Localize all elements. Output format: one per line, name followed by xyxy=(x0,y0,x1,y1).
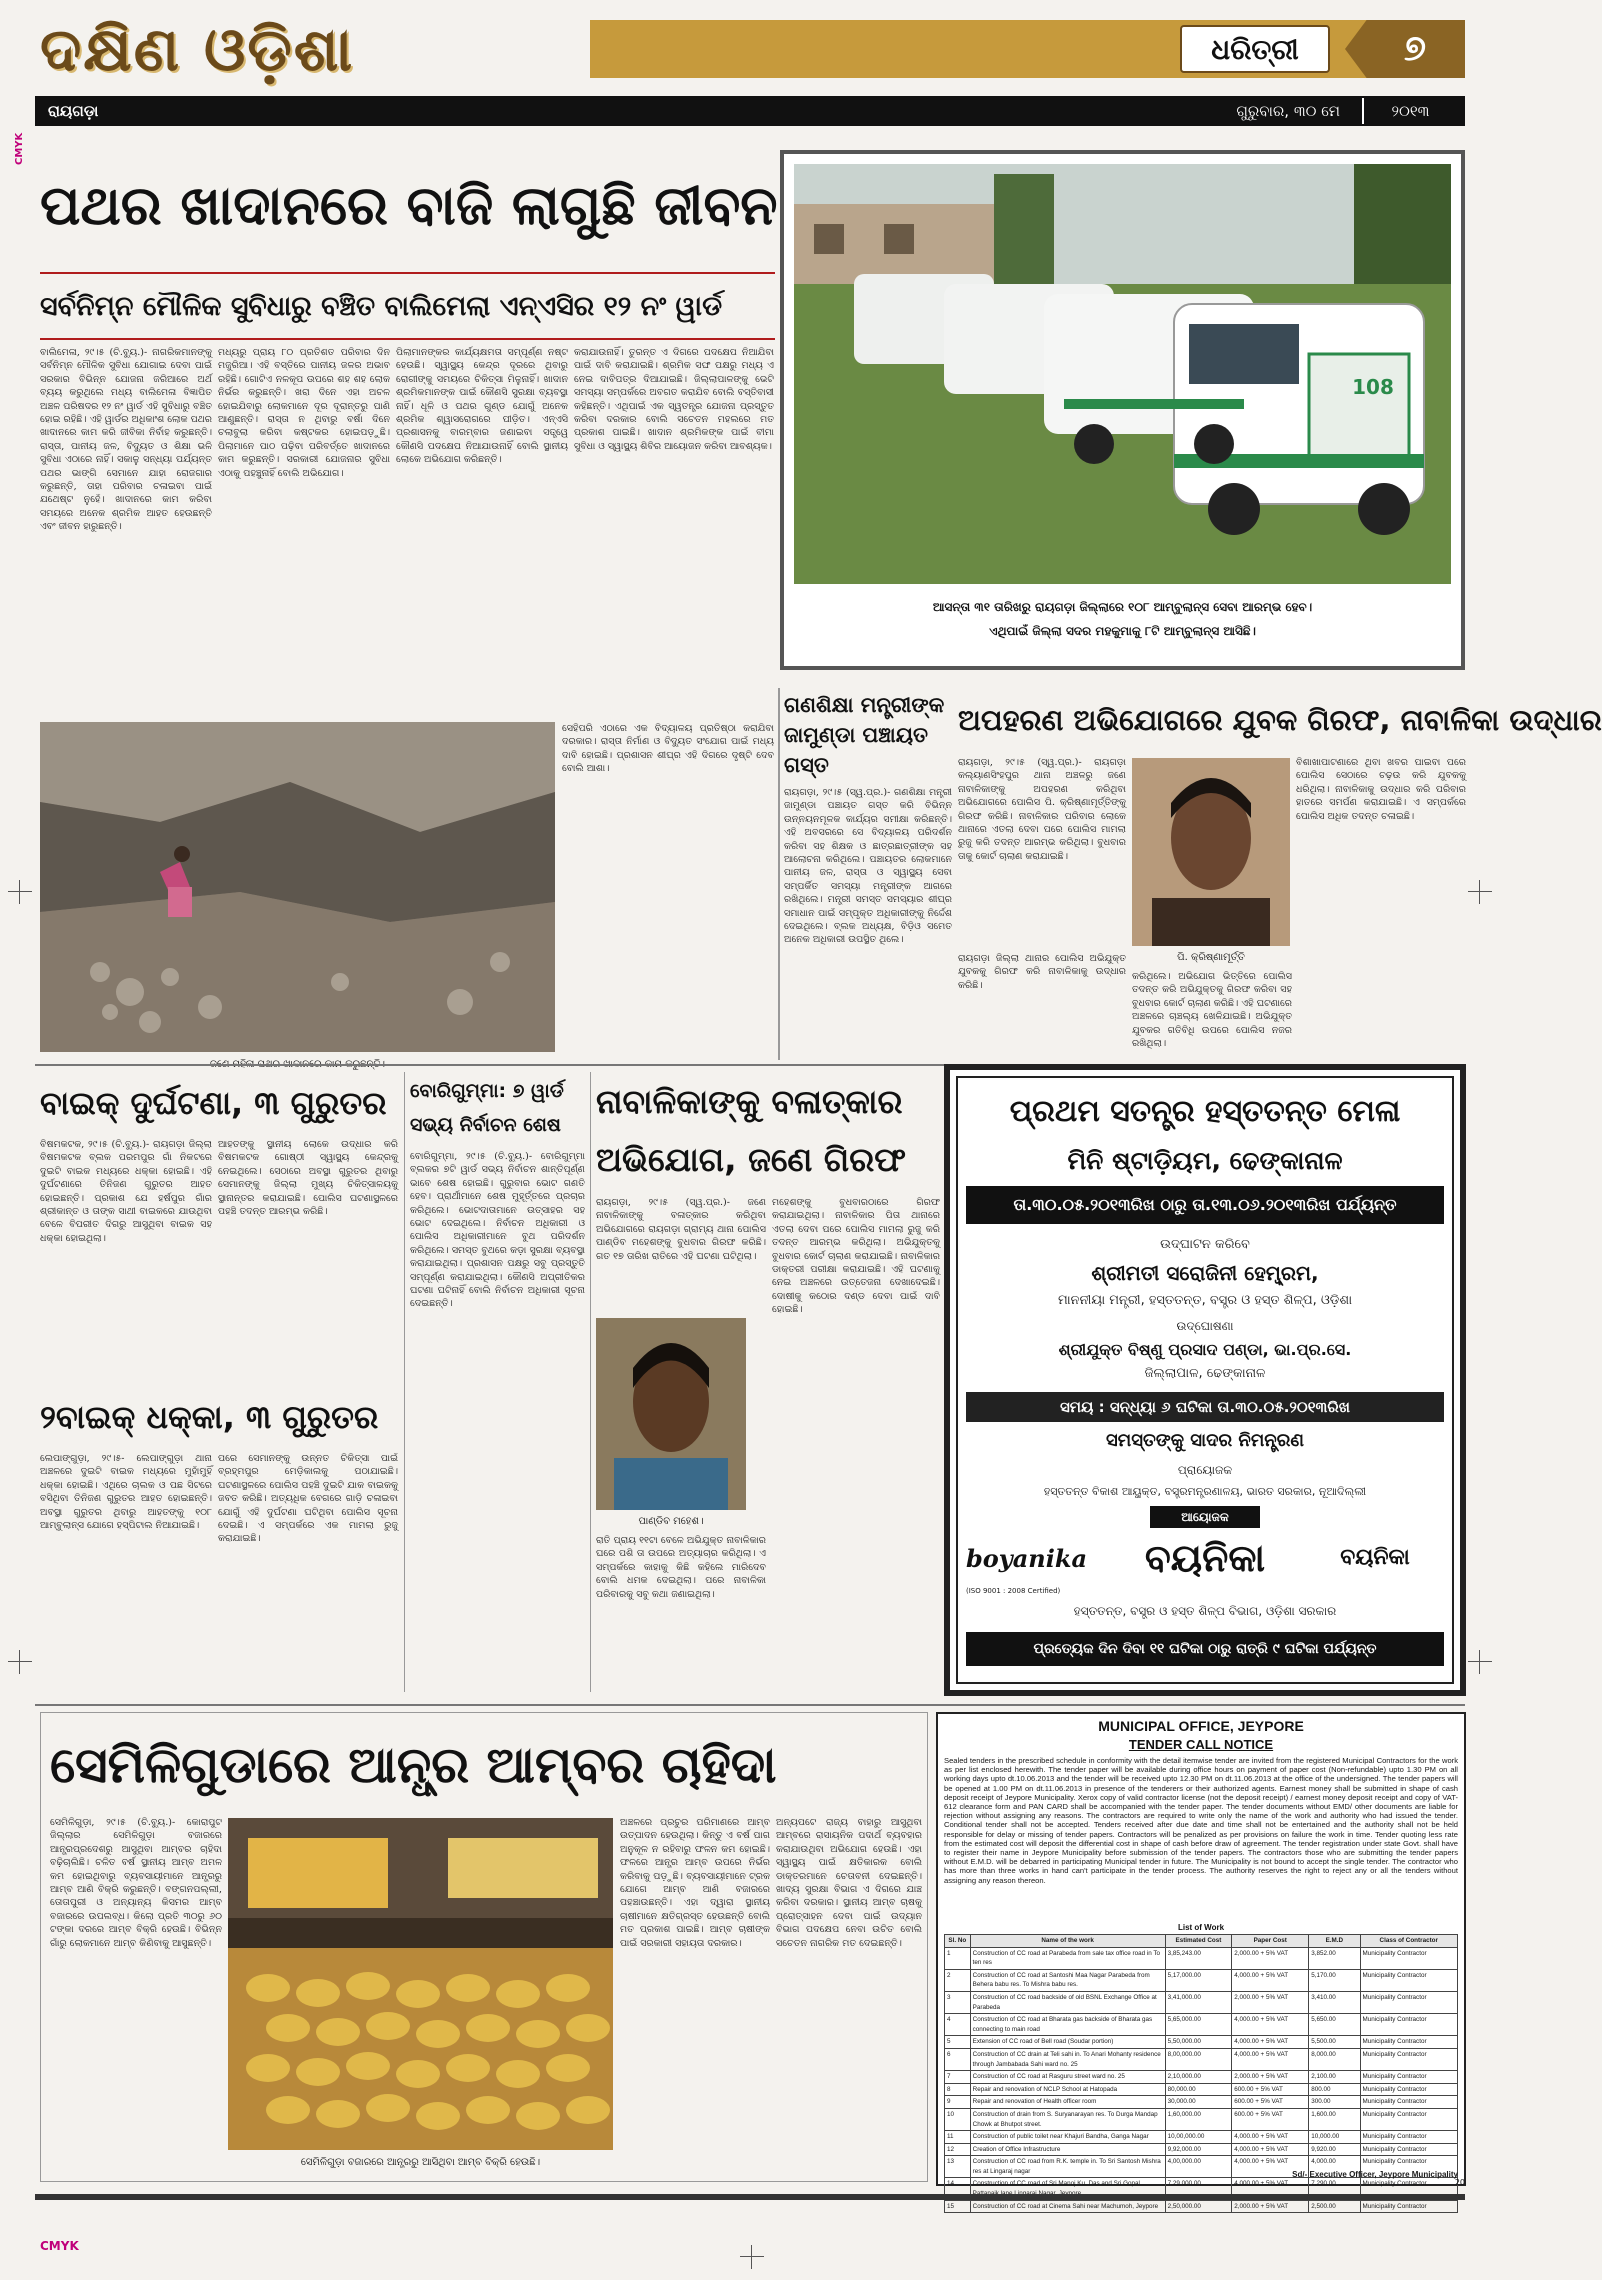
tender-table-cell: Construction of CC road at Bharata gas backside of Bharata gas connecting to main road xyxy=(970,2014,1165,2036)
tender-table-cell: 3,410.00 xyxy=(1309,1991,1360,2013)
person-illustration xyxy=(1132,758,1290,946)
tender-table-cell: Municipality Contractor xyxy=(1360,1991,1458,2013)
tender-table-cell: 4 xyxy=(945,2014,971,2036)
tender-table-cell: 2,500.00 xyxy=(1309,2200,1360,2213)
tender-table-cell: 8,000.00 xyxy=(1309,2048,1360,2070)
bike2-headline: ୨ବାଇକ୍ ଧକ୍କା, ୩ ଗୁରୁତର xyxy=(40,1398,379,1436)
mango-column-1: ସେମିଳିଗୁଡ଼ା, ୨୯।୫ (ଚି.ବ୍ୟୁ.)- କୋରାପୁଟ ଜିଲ୍ଲାର ସେମିଳିଗୁଡ଼ା ବଜାରରେ ଆନ୍ଧ୍ରପ୍ରଦେଶରୁ ଆସୁଥିବା ଆମ୍ବର ଚାହିଦା ବଢ଼ିଚାଲିଛି। ଚଳିତ ବର୍ଷ ସ୍ଥାନୀୟ ଆମ୍ବ ଅମଳ କମ ହୋଇଥିବାରୁ ବ୍ୟବସାୟୀମାନେ ଆନ୍ଧ୍ରରୁ ଆମ୍ବ ଆଣି ବିକ୍ରି କରୁଛନ୍ତି। ବଙ୍ଗନପଲ୍ଲୀ, ତୋତାପୁରୀ ଓ ଅନ୍ୟାନ୍ୟ କିସମର ଆମ୍ବ ବଜାରରେ ଉପଲବ୍ଧ। କିଲୋ ପ୍ରତି ୩୦ରୁ ୬୦ ଟଙ୍କା ଦରରେ ଆମ୍ବ ବିକ୍ରି ହେଉଛି। ବିଭିନ୍ନ ଗାଁରୁ ଲୋକମାନେ ଆମ୍ବ କିଣିବାକୁ ଆସୁଛନ୍ତି। xyxy=(50,1817,222,1949)
tender-table-cell: 5,65,000.00 xyxy=(1165,2014,1232,2036)
tender-table-cell: Extension of CC road of Bell road (Soudar portion) xyxy=(970,2036,1165,2049)
registration-mark xyxy=(1468,880,1492,904)
tender-table-row xyxy=(945,2131,1458,2144)
borigumma-headline: ବୋରିଗୁମ୍ମା: ୭ ୱାର୍ଡ ସଭ୍ୟ ନିର୍ବାଚନ ଶେଷ xyxy=(410,1080,564,1136)
tender-table-cell: 8 xyxy=(945,2083,971,2096)
tender-col-header: Class of Contractor xyxy=(1360,1935,1458,1948)
accused-photo xyxy=(1132,758,1290,946)
fair-ad-brand-sub: (ISO 9001 : 2008 Certified) xyxy=(966,1587,1061,1595)
tender-table-cell: Construction of CC road at Rasguru street ward no. 25 xyxy=(970,2071,1165,2084)
registration-mark xyxy=(8,880,32,904)
tender-table-row xyxy=(945,1969,1458,1991)
tender-table-cell: 4,000.00 + 5% VAT xyxy=(1232,2143,1309,2156)
tender-table-cell: Construction of CC road of Sri Manoj Ku. Das and Sri Gopal xyxy=(970,2178,1165,2200)
tender-table-cell: 3,41,000.00 xyxy=(1165,1991,1232,2013)
mango-illustration xyxy=(228,1818,613,2150)
tender-table-cell: 10,000.00 xyxy=(1309,2131,1360,2144)
masthead-date: ଗୁରୁବାର, ୩୦ ମେ xyxy=(1236,102,1340,120)
tender-col-header: Paper Cost xyxy=(1232,1935,1309,1948)
fair-ad-invite: ସମସ୍ତଙ୍କୁ ସାଦର ନିମନ୍ତ୍ରଣ xyxy=(1106,1430,1304,1451)
abduction-column-1-continued: ରାୟଗଡ଼ା ଜିଲ୍ଲା ଥାନାର ପୋଲିସ ଅଭିଯୁକ୍ତ ଯୁବକକୁ ଗିରଫ କରି ନାବାଳିକାକୁ ଉଦ୍ଧାର କରିଛି। xyxy=(958,953,1126,991)
tender-office: MUNICIPAL OFFICE, JEYPORE xyxy=(1098,1718,1304,1734)
tender-signature: Sd/- Executive Officer, Jeypore Municipality xyxy=(1292,2170,1458,2179)
tender-table-cell: Municipality Contractor xyxy=(1360,2143,1458,2156)
masthead-year: ୨୦୧୩ xyxy=(1362,98,1457,124)
rape-column-2: ମହେଶଙ୍କୁ ବୁଧବାରଠାରେ ଗିରଫ କରାଯାଇଥିଲା। ନାବାଳିକାର ପିତା ଥାନାରେ ଏତଲା ଦେବା ପରେ ପୋଲିସ ମାମଲା ରୁଜୁ କରି ତଦନ୍ତ ଆରମ୍ଭ କରିଥିଲା। ଅଭିଯୁକ୍ତକୁ ବୁଧବାର କୋର୍ଟ ଚାଲାଣ କରାଯାଇଛି। ନାବାଳିକାର ଡାକ୍ତରୀ ପରୀକ୍ଷା କରାଯାଇଛି। ଏହି ଘଟଣାକୁ ନେଇ ଅଞ୍ଚଳରେ ଉତ୍ତେଜନା ଦେଖାଦେଇଛି। ଦୋଷୀକୁ କଠୋର ଦଣ୍ଡ ଦେବା ପାଇଁ ଦାବି ହୋଇଛି। xyxy=(772,1197,940,1316)
tender-table-cell: 5,50,000.00 xyxy=(1165,2036,1232,2049)
fair-ad-venue: ମିନି ଷ୍ଟାଡ଼ିୟମ, ଢେଙ୍କାନାଳ xyxy=(1067,1146,1343,1175)
lead-column-2: ମଧ୍ୟରୁ ପ୍ରାୟ ୮୦ ପ୍ରତିଶତ ପରିବାର ଦିନ ମଜୁରିଆ। ଏହି ବସ୍ତିରେ ପାନୀୟ ଜଳର ଅଭାବ ରହିଛି। ଗୋଟିଏ ନଳକୂପ ଉପରେ ଶହ ଶହ ଲୋକ ନିର୍ଭର କରୁଛନ୍ତି। ଖରା ଦିନେ ଏହା ଅଚଳ ହୋଇଯିବାରୁ ଲୋକମାନେ ଦୂର ଦୂରାନ୍ତରୁ ପାଣି ଆଣୁଛନ୍ତି। ରାସ୍ତା ନ ଥିବାରୁ ବର୍ଷା ଦିନେ ଚଲାବୁଲା କରିବା କଷ୍ଟକର ହୋଇପଡ଼ୁଛି। ପିଲାମାନେ ପାଠ ପଢ଼ିବା ପରିବର୍ତ୍ତେ ଖାଦାନରେ କାମ କରୁଛନ୍ତି। ସରକାରୀ ଯୋଜନାର ସୁବିଧା ଏଠାକୁ ପହଞ୍ଚୁନାହିଁ ବୋଲି ଅଭିଯୋଗ। xyxy=(218,347,390,479)
tender-table-cell: Municipality Contractor xyxy=(1360,2156,1458,2178)
tender-col-header: E.M.D xyxy=(1309,1935,1360,1948)
tender-table-row xyxy=(945,2083,1458,2096)
tender-table-cell: 2,000.00 + 5% VAT xyxy=(1232,1947,1309,1969)
tender-table-cell: 5 xyxy=(945,2036,971,2049)
gana-headline: ଗଣଶିକ୍ଷା ମନ୍ତ୍ରୀଙ୍କ ଜାମୁଣ୍ଡା ପଞ୍ଚାୟତ ଗସ୍ତ xyxy=(784,693,945,777)
tender-table-cell: Municipality Contractor xyxy=(1360,2178,1458,2200)
tender-table-cell: 600.00 + 5% VAT xyxy=(1232,2096,1309,2109)
cmyk-label: CMYK xyxy=(14,132,25,165)
fair-ad-guest-title: ଜିଲ୍ଲାପାଳ, ଢେଙ୍କାନାଳ xyxy=(1144,1366,1266,1381)
pr-number: 20 xyxy=(1454,2178,1465,2187)
rape-column-1: ରାୟଗଡ଼ା, ୨୯।୫ (ସ୍ୱ.ପ୍ର.)- ଜଣେ ନାବାଳିକାଙ୍କୁ ବଳାତ୍କାର କରିଥିବା ଅଭିଯୋଗରେ ରାୟଗଡ଼ା ଗ୍ରାମ୍ୟ ଥାନା ପୋଲିସ ପାଣ୍ଡିବ ମହେଶଙ୍କୁ ବୁଧବାର ଗିରଫ କରିଛି। ଗତ ୧୭ ତାରିଖ ରାତିରେ ଏହି ଘଟଣା ଘଟିଥିଲା। xyxy=(596,1197,766,1262)
tender-table-row xyxy=(945,2048,1458,2070)
tender-table-cell: 9,920.00 xyxy=(1309,2143,1360,2156)
tender-table-row xyxy=(945,2200,1458,2213)
tender-table-cell: 2,10,000.00 xyxy=(1165,2071,1232,2084)
ambulance-caption-line1: ଆସନ୍ତା ୩୧ ତାରିଖରୁ ରାୟଗଡ଼ା ଜିଲ୍ଲାରେ ୧୦୮ ଆମ୍ବୁଲାନ୍ସ ସେବା ଆରମ୍ଭ ହେବ। xyxy=(932,600,1313,614)
tender-table-cell: Municipality Contractor xyxy=(1360,1947,1458,1969)
tender-table-cell: Municipality Contractor xyxy=(1360,2108,1458,2130)
tender-table-cell: 1,60,000.00 xyxy=(1165,2108,1232,2130)
tender-table-cell: 600.00 + 5% VAT xyxy=(1232,2083,1309,2096)
tender-table-cell: 2,50,000.00 xyxy=(1165,2200,1232,2213)
tender-table-cell: Municipality Contractor xyxy=(1360,2071,1458,2084)
tender-table-cell: 3,852.00 xyxy=(1309,1947,1360,1969)
tender-table-cell: Construction of CC road at Cinema Sahi near Machumoh, Jeypore xyxy=(970,2200,1165,2213)
tender-table-cell: 4,000.00 xyxy=(1309,2156,1360,2178)
bike2-column-1: ଲେପାଙ୍ଗୁଡ଼ା, ୨୯।୫- ଲେପାଙ୍ଗୁଡ଼ା ଥାନା ଅଞ୍ଚଳରେ ଦୁଇଟି ବାଇକ ମଧ୍ୟରେ ମୁହାଁମୁହିଁ ଧକ୍କା ହୋଇଛି। ଏଥିରେ ଚାଲକ ଓ ପଛ ସିଟରେ ବସିଥିବା ତିନିଜଣ ଗୁରୁତର ଆହତ ହୋଇଛନ୍ତି। ଅବସ୍ଥା ଗୁରୁତର ଥିବାରୁ ଆହତଙ୍କୁ ୧୦୮ ଆମ୍ବୁଲାନ୍ସ ଯୋଗେ ହସ୍ପିଟାଲ ନିଆଯାଇଛି। xyxy=(40,1453,212,1532)
divider xyxy=(590,1072,591,1692)
bike2-column-2: ପରେ ସେମାନଙ୍କୁ ଉନ୍ନତ ଚିକିତ୍ସା ପାଇଁ ବ୍ରହ୍ମପୁର ମେଡ଼ିକାଲକୁ ପଠାଯାଇଛି। ଘଟଣାସ୍ଥଳରେ ପୋଲିସ ପହଞ୍ଚି ଦୁଇଟି ଯାକ ବାଇକକୁ ଜବତ କରିଛି। ଅତ୍ୟଧିକ ବେଗରେ ଗାଡ଼ି ଚଳାଇବା ଯୋଗୁଁ ଏହି ଦୁର୍ଘଟଣା ଘଟିଥିବା ପୋଲିସ ସୂଚନା ଦେଇଛି। ଏ ସମ୍ପର୍କରେ ଏକ ମାମଲା ରୁଜୁ କରାଯାଇଛି। xyxy=(218,1453,398,1545)
registration-mark xyxy=(740,2245,764,2269)
tender-table-cell: 13 xyxy=(945,2156,971,2178)
tender-table-cell: 9 xyxy=(945,2096,971,2109)
tender-table-row xyxy=(945,2143,1458,2156)
divider xyxy=(40,338,775,340)
tender-table-row xyxy=(945,2071,1458,2084)
mango-photo-caption: ସେମିଳିଗୁଡ଼ା ବଜାରରେ ଆନ୍ଧ୍ରରୁ ଆସିଥିବା ଆମ୍ବ ବିକ୍ରି ହେଉଛି। xyxy=(300,2157,541,2168)
tender-table-cell: Construction of drain from S. Suryanarayan res. To Durga Mandap Chowk at Bhutpot street. xyxy=(970,2108,1165,2130)
accused-photo-caption: ପି. କ୍ରିଷ୍ଣାମୂର୍ତ୍ତି xyxy=(1177,952,1245,963)
quarry-illustration xyxy=(40,722,555,1052)
fair-ad-dates: ତା.୩୦.୦୫.୨୦୧୩ରିଖ ଠାରୁ ତା.୧୩.୦୬.୨୦୧୩ରିଖ ପର୍ଯ୍ୟନ୍ତ xyxy=(966,1186,1444,1224)
tender-table-cell: 4,000.00 + 5% VAT xyxy=(1232,2131,1309,2144)
tender-table-cell: 6 xyxy=(945,2048,971,2070)
person-illustration xyxy=(596,1318,746,1510)
tender-table-cell: 10 xyxy=(945,2108,971,2130)
page-number: ୭ xyxy=(1403,28,1427,69)
tender-table-cell: Repair and renovation of NCLP School at Hatopada xyxy=(970,2083,1165,2096)
tender-table-cell: 4,000.00 + 5% VAT xyxy=(1232,2178,1309,2200)
fair-ad-org-text: ହସ୍ତତନ୍ତ ବିକାଶ ଆୟୁକ୍ତ, ବସ୍ତ୍ରମନ୍ତ୍ରଣାଳୟ, ଭାରତ ସରକାର, ନୂଆଦିଲ୍ଲୀ xyxy=(1043,1485,1367,1498)
divider xyxy=(35,1704,1465,1706)
bike-column-2: ଆହତଙ୍କୁ ସ୍ଥାନୀୟ ଲୋକେ ଉଦ୍ଧାର କରି ବିଷମକଟକ ଗୋଷ୍ଠୀ ସ୍ୱାସ୍ଥ୍ୟ କେନ୍ଦ୍ରକୁ ନେଇଥିଲେ। ସେଠାରେ ଅବସ୍ଥା ଗୁରୁତର ଥିବାରୁ ସେମାନଙ୍କୁ ଜିଲ୍ଲା ମୁଖ୍ୟ ଚିକିତ୍ସାଳୟକୁ ସ୍ଥାନାନ୍ତର କରାଯାଇଛି। ପୋଲିସ ଘଟଣାସ୍ଥଳରେ ପହଞ୍ଚି ତଦନ୍ତ ଆରମ୍ଭ କରିଛି। xyxy=(218,1139,398,1218)
tender-table-cell: Municipality Contractor xyxy=(1360,2096,1458,2109)
tender-table-cell: 12 xyxy=(945,2143,971,2156)
rape-column-1-continued: ରାତି ପ୍ରାୟ ୧୧ଟା ବେଳେ ଅଭିଯୁକ୍ତ ନାବାଳିକାର ଘରେ ପଶି ତା ଉପରେ ଅତ୍ୟାଚାର କରିଥିଲା। ଏ ସମ୍ପର୍କରେ କାହାକୁ କିଛି କହିଲେ ମାରିଦେବ ବୋଲି ଧମକ ଦେଇଥିଲା। ପରେ ନାବାଳିକା ପରିବାରକୁ ସବୁ କଥା ଜଣାଇଥିଲା। xyxy=(596,1535,766,1600)
fair-ad-brand-en: boyanika xyxy=(966,1544,1088,1573)
tender-col-header: Name of the work xyxy=(970,1935,1165,1948)
tender-table-cell: Municipality Contractor xyxy=(1360,2200,1458,2213)
tender-table-cell: 600.00 + 5% VAT xyxy=(1232,2108,1309,2130)
lead-subhead: ସର୍ବନିମ୍ନ ମୌଳିକ ସୁବିଧାରୁ ବଞ୍ଚିତ ବାଲିମେଲା ଏନ୍‌ଏସିର ୧୨ ନଂ ୱାର୍ଡ xyxy=(40,291,723,322)
abduction-headline: ଅପହରଣ ଅଭିଯୋଗରେ ଯୁବକ ଗିରଫ, ନାବାଳିକା ଉଦ୍ଧାର xyxy=(958,703,1602,737)
lead-column-3: ପିଲାମାନଙ୍କର କାର୍ଯ୍ୟକ୍ଷମତା ସମ୍ପୂର୍ଣ୍ଣ ନଷ୍ଟ ହେଉଛି। ସ୍ୱାସ୍ଥ୍ୟ କେନ୍ଦ୍ର ଦୂରରେ ଥିବାରୁ ରୋଗୀଙ୍କୁ ସମୟରେ ଚିକିତ୍ସା ମିଳୁନାହିଁ। ଖାଦାନ ଶ୍ରମିକମାନଙ୍କ ପାଇଁ କୌଣସି ସୁରକ୍ଷା ବ୍ୟବସ୍ଥା ନାହିଁ। ଧୂଳି ଓ ପଥର ଗୁଣ୍ଡ ଯୋଗୁଁ ଅନେକ ଶ୍ରମିକ ଶ୍ୱାସରୋଗରେ ପୀଡ଼ିତ। ଏନ୍‌ଏସି ପ୍ରଶାସନକୁ ବାରମ୍ବାର ଜଣାଇବା ସତ୍ତ୍ୱେ କୌଣସି ପଦକ୍ଷେପ ନିଆଯାଉନାହିଁ ବୋଲି ସ୍ଥାନୀୟ ଲୋକେ ଅଭିଯୋଗ କରିଛନ୍ତି। xyxy=(396,347,568,466)
tender-table-cell: 800.00 xyxy=(1309,2083,1360,2096)
tender-table-cell: 5,170.00 xyxy=(1309,1969,1360,1991)
tender-table-row xyxy=(945,1947,1458,1969)
tender-table-cell: 3,85,243.00 xyxy=(1165,1947,1232,1969)
tender-table-cell: 7,290.00 xyxy=(1309,2178,1360,2200)
tender-table-cell: 80,000.00 xyxy=(1165,2083,1232,2096)
tender-table-cell: Construction of public toilet near Khajuri Bandha, Ganga Nagar xyxy=(970,2131,1165,2144)
tender-table-cell: Municipality Contractor xyxy=(1360,2036,1458,2049)
tender-col-header: Sl. No xyxy=(945,1935,971,1948)
tender-table-cell: Municipality Contractor xyxy=(1360,2014,1458,2036)
fair-ad-dept: ହସ୍ତତନ୍ତ, ବସ୍ତ୍ର ଓ ହସ୍ତ ଶିଳ୍ପ ବିଭାଗ, ଓଡ଼ିଶା ସରକାର xyxy=(1073,1604,1337,1618)
tender-table-cell: 4,000.00 + 5% VAT xyxy=(1232,1969,1309,1991)
tender-table-cell: Municipality Contractor xyxy=(1360,2048,1458,2070)
tender-col-header: Estimated Cost xyxy=(1165,1935,1232,1948)
lead-column-1: ବାଲିମେଳା, ୨୯।୫ (ଚି.ବ୍ୟୁ.)- ନାଗରିକମାନଙ୍କୁ ସର୍ବନିମ୍ନ ମୌଳିକ ସୁବିଧା ଯୋଗାଇ ଦେବା ପାଇଁ ସରକାର ବିଭିନ୍ନ ଯୋଜନା ଜରିଆରେ ଅର୍ଥ ବ୍ୟୟ କରୁଥିଲେ ମଧ୍ୟ ବାଲିମେଳା ବିଜ୍ଞାପିତ ଅଞ୍ଚଳ ପରିଷଦର ୧୨ ନଂ ୱାର୍ଡ ଏହି ସୁବିଧାରୁ ବଞ୍ଚିତ ହୋଇ ରହିଛି। ଏହି ୱାର୍ଡର ଅଧିକାଂଶ ଲୋକ ପଥର ଖାଦାନରେ କାମ କରି ଜୀବିକା ନିର୍ବାହ କରୁଛନ୍ତି। ରାସ୍ତା, ପାନୀୟ ଜଳ, ବିଦ୍ୟୁତ ଓ ଶିକ୍ଷା ଭଳି ସୁବିଧା ଏଠାରେ ନାହିଁ। ସକାଳୁ ସନ୍ଧ୍ୟା ପର୍ଯ୍ୟନ୍ତ ପଥର ଭାଙ୍ଗି ସେମାନେ ଯାହା ରୋଜଗାର କରୁଛନ୍ତି, ତାହା ପରିବାର ଚଳାଇବା ପାଇଁ ଯଥେଷ୍ଟ ନୁହେଁ। ଖାଦାନରେ କାମ କରିବା ସମୟରେ ଅନେକ ଶ୍ରମିକ ଆହତ ହେଉଛନ୍ତି ଏବଂ ଜୀବନ ହାରୁଛନ୍ତି। xyxy=(40,347,212,533)
tender-table-cell: Construction of CC road at Santoshi Maa Nagar Parabeda from Behera babu res. To Mishra babu res. xyxy=(970,1969,1165,1991)
borigumma-body: ବୋରିଗୁମ୍ମା, ୨୯।୫ (ଚି.ବ୍ୟୁ.)- ବୋରିଗୁମ୍ମା ବ୍ଲକର ୭ଟି ୱାର୍ଡ ସଭ୍ୟ ନିର୍ବାଚନ ଶାନ୍ତିପୂର୍ଣ୍ଣ ଭାବେ ଶେଷ ହୋଇଛି। ଗୁରୁବାର ଭୋଟ ଗଣତି ହେବ। ପ୍ରାର୍ଥୀମାନେ ଶେଷ ମୁହୂର୍ତ୍ତରେ ପ୍ରଚାର କରିଥିଲେ। ଭୋଟଦାତାମାନେ ଉତ୍ସାହର ସହ ଭୋଟ ଦେଇଥିଲେ। ନିର୍ବାଚନ ଅଧିକାରୀ ଓ ପୋଲିସ ଅଧିକାରୀମାନେ ବୁଥ ପରିଦର୍ଶନ କରିଥିଲେ। ସମସ୍ତ ବୁଥରେ କଡ଼ା ସୁରକ୍ଷା ବ୍ୟବସ୍ଥା କରାଯାଇଥିଲା। ପ୍ରଶାସନ ପକ୍ଷରୁ ସବୁ ପ୍ରସ୍ତୁତି ସମ୍ପୂର୍ଣ୍ଣ କରାଯାଇଥିଲା। କୌଣସି ଅପ୍ରୀତିକର ଘଟଣା ଘଟିନାହିଁ ବୋଲି ନିର୍ବାଚନ ଅଧିକାରୀ ସୂଚନା ଦେଇଛନ୍ତି। xyxy=(410,1151,585,1310)
lead-headline: ପଥର ଖାଦାନରେ ବାଜି ଲାଗୁଛି ଜୀବନ xyxy=(40,174,778,237)
tender-table-cell: 300.00 xyxy=(1309,2096,1360,2109)
tender-table-cell: 8,00,000.00 xyxy=(1165,2048,1232,2070)
tender-table-cell: 9,92,000.00 xyxy=(1165,2143,1232,2156)
registration-mark xyxy=(8,1650,32,1674)
fair-ad-org-label: ପ୍ରାୟୋଜକ xyxy=(1177,1463,1233,1477)
tender-table-cell: 2,000.00 + 5% VAT xyxy=(1232,2071,1309,2084)
cmyk-footer-label: CMYK xyxy=(40,2239,79,2253)
quarry-photo xyxy=(40,722,555,1052)
tender-table-row xyxy=(945,2108,1458,2130)
rape-headline-line2: ଅଭିଯୋଗ, ଜଣେ ଗିରଫ xyxy=(596,1140,906,1179)
tender-body: Sealed tenders in the prescribed schedule in conformity with the detail itemwise tender are invited from the registered Municipal Contractors for the work as per list enclosed herewith. The tender paper will be available during office hours on payment of paper cost (Non-refundable) upto 1.30 PM on all working days upto dt.10.06.2013 and the tender will be received upto 12.30 PM on dt.11.06.2013 at the office of the undersigned. The tender papers will be opened at 1.00 PM on dt.11.06.2013 in presence of the tenderers or their authorized agents. Earnest money shall be submitted in shape of cash deposit receipt of Jeypore Municipality. Xerox copy of valid contractor license (not the deposit receipt) / earnest money deposit receipt and copy of VAT-612 clearance form and PAN CARD shall be accompanied with the tender paper. The tender documents without EMD/ other documents are liable for rejection without assigning any reasons. The contractors are required to write only the name of the work and authority who had issued the tender. Conditional tender shall not be accepted. Tenders received after due date and time shall not be entertained and the authority shall not be held responsible for delay or missing of tender papers. Contractors will be penalized as per provisions on failure the work in time. Tender quoting less rate from the estimated cost will deposit the differential cost in shape of cash before draw of agreement. The tender registration under state Govt. shall have to register their name in Jeypore Municipality before submission of the tender papers. The contractors those who are submitting the tender papers without E.M.D. will be debarred in participating Municipal tender in future. The Municipality is not bound to accept the single tender. The contractor who has more than three works in hand can't participate in the tender process. The authority reserves the right to reject any or all the tenders without assigning any reason thereon. xyxy=(944,1756,1458,1885)
abduction-column-2-continued: କରିଥିଲେ। ଅଭିଯୋଗ ଭିତ୍ତିରେ ପୋଲିସ ତଦନ୍ତ କରି ଅଭିଯୁକ୍ତକୁ ଗିରଫ କରିବା ସହ ବୁଧବାର କୋର୍ଟ ଚାଲାଣ କରିଛି। ଏହି ଘଟଣାରେ ଅଞ୍ଚଳରେ ଚାଞ୍ଚଲ୍ୟ ଖେଳିଯାଇଛି। ଅଭିଯୁକ୍ତ ଯୁବକର ଗତିବିଧି ଉପରେ ପୋଲିସ ନଜର ରଖିଥିଲା। xyxy=(1132,971,1292,1050)
fair-ad-org2-label: ଆୟୋଜକ xyxy=(1150,1506,1260,1528)
fair-ad-chief-title: ମାନନୀୟା ମନ୍ତ୍ରୀ, ହସ୍ତତନ୍ତ, ବସ୍ତ୍ର ଓ ହସ୍ତ ଶିଳ୍ପ, ଓଡ଼ିଶା xyxy=(1057,1293,1353,1308)
accused-photo-2 xyxy=(596,1318,746,1510)
divider xyxy=(40,272,775,274)
gana-body: ରାୟଗଡ଼ା, ୨୯।୫ (ସ୍ୱ.ପ୍ର.)- ଗଣଶିକ୍ଷା ମନ୍ତ୍ରୀ ଜାମୁଣ୍ଡା ପଞ୍ଚାୟତ ଗସ୍ତ କରି ବିଭିନ୍ନ ଉନ୍ନୟନମୂଳକ କାର୍ଯ୍ୟର ସମୀକ୍ଷା କରିଛନ୍ତି। ଏହି ଅବସରରେ ସେ ବିଦ୍ୟାଳୟ ପରିଦର୍ଶନ କରିବା ସହ ଶିକ୍ଷକ ଓ ଛାତ୍ରଛାତ୍ରୀଙ୍କ ସହ ଆଲୋଚନା କରିଥିଲେ। ପଞ୍ଚାୟତର ଲୋକମାନେ ପାନୀୟ ଜଳ, ରାସ୍ତା ଓ ସ୍ୱାସ୍ଥ୍ୟ ସେବା ସମ୍ପର୍କିତ ସମସ୍ୟା ମନ୍ତ୍ରୀଙ୍କ ଆଗରେ ରଖିଥିଲେ। ମନ୍ତ୍ରୀ ସମସ୍ତ ସମସ୍ୟାର ଶୀଘ୍ର ସମାଧାନ ପାଇଁ ସମ୍ପୃକ୍ତ ଅଧିକାରୀଙ୍କୁ ନିର୍ଦ୍ଦେଶ ଦେଇଥିଲେ। ବ୍ଲକ ଅଧ୍ୟକ୍ଷ, ବିଡ଼ିଓ ସମେତ ଅନେକ ଅଧିକାରୀ ଉପସ୍ଥିତ ଥିଲେ। xyxy=(784,787,952,946)
tender-table-cell: 15 xyxy=(945,2200,971,2213)
tender-table-cell: 4,000.00 + 5% VAT xyxy=(1232,2014,1309,2036)
rape-headline-line1: ନାବାଳିକାଙ୍କୁ ବଳାତ୍କାର xyxy=(596,1082,903,1121)
abduction-column-2: ବିଶାଖାପାଟଣାରେ ଥିବା ଖବର ପାଇବା ପରେ ପୋଲିସ ସେଠାରେ ଚଢ଼ଉ କରି ଯୁବକକୁ ଧରିଥିଲା। ନାବାଳିକାକୁ ଉଦ୍ଧାର କରି ପରିବାର ହାତରେ ସମର୍ପଣ କରାଯାଇଛି। ଏ ସମ୍ପର୍କରେ ପୋଲିସ ଅଧିକ ତଦନ୍ତ ଚଳାଇଛି। xyxy=(1296,757,1466,822)
fair-ad-brand-or2: ବୟନିକା xyxy=(1340,1545,1410,1570)
mango-column-2: ଅଞ୍ଚଳରେ ପ୍ରଚୁର ପରିମାଣରେ ଆମ୍ବ ଉତ୍ପାଦନ ହେଉଥିଲା। କିନ୍ତୁ ଏ ବର୍ଷ ପାଗ ଅନୁକୂଳ ନ ରହିବାରୁ ଫଳନ କମ ହୋଇଛି। ଫଳରେ ଆନ୍ଧ୍ର ଆମ୍ବ ଉପରେ ନିର୍ଭର କରିବାକୁ ପଡ଼ୁଛି। ବ୍ୟବସାୟୀମାନେ ଟ୍ରକ ଯୋଗେ ଆମ୍ବ ଆଣି ବଜାରରେ ପହଞ୍ଚାଉଛନ୍ତି। ଏହା ଦ୍ୱାରା ସ୍ଥାନୀୟ ଚାଷୀମାନେ କ୍ଷତିଗ୍ରସ୍ତ ହେଉଛନ୍ତି ବୋଲି ମତ ପ୍ରକାଶ ପାଇଛି। ଆମ୍ବ ଚାଷୀଙ୍କ ପାଇଁ ସରକାରୀ ସହାୟତା ଦରକାର। xyxy=(620,1817,770,1949)
tender-table-cell: 11 xyxy=(945,2131,971,2144)
fair-ad-title: ପ୍ରଥମ ସତନ୍ତ୍ର ହସ୍ତତନ୍ତ ମେଳା xyxy=(1009,1094,1401,1129)
registration-mark xyxy=(1468,1650,1492,1674)
ambulance-caption-line2: ଏଥିପାଇଁ ଜିଲ୍ଲା ସଦର ମହକୁମାକୁ ୮ଟି ଆମ୍ବୁଲାନ୍ସ ଆସିଛି। xyxy=(989,624,1256,638)
tender-table-row xyxy=(945,2014,1458,2036)
masthead-title: ଦକ୍ଷିଣ ଓଡ଼ିଶା xyxy=(40,15,355,85)
bike-column-1: ବିଷମକଟକ, ୨୯।୫ (ଚି.ବ୍ୟୁ.)- ରାୟଗଡ଼ା ଜିଲ୍ଲା ବିଷମକଟକ ବ୍ଲକ ପରମପୁର ଗାଁ ନିକଟରେ ଦୁଇଟି ବାଇକ ମଧ୍ୟରେ ଧକ୍କା ହୋଇଛି। ଏହି ଦୁର୍ଘଟଣାରେ ତିନିଜଣ ଗୁରୁତର ଆହତ ହୋଇଛନ୍ତି। ପ୍ରକାଶ ଯେ ହର୍ଷପୁର ଗାଁର ଶ୍ରୀକାନ୍ତ ଓ ତାଙ୍କ ସାଥୀ ବାଇକରେ ଯାଉଥିବା ବେଳେ ବିପରୀତ ଦିଗରୁ ଆସୁଥିବା ବାଇକ ସହ ଧକ୍କା ହୋଇଥିଲା। xyxy=(40,1139,212,1244)
tender-table-cell: 7,29,000.00 xyxy=(1165,2178,1232,2200)
tender-table-cell: 2 xyxy=(945,1969,971,1991)
tender-table-cell: 30,000.00 xyxy=(1165,2096,1232,2109)
bike-headline: ବାଇକ୍ ଦୁର୍ଘଟଣା, ୩ ଗୁରୁତର xyxy=(40,1084,387,1122)
tender-table-row xyxy=(945,2036,1458,2049)
tender-table-cell: 3 xyxy=(945,1991,971,2013)
tender-table-cell: Municipality Contractor xyxy=(1360,2131,1458,2144)
tender-table-cell: Municipality Contractor xyxy=(1360,2083,1458,2096)
tender-table-cell: 5,17,000.00 xyxy=(1165,1969,1232,1991)
mango-column-3: ଅନ୍ୟପଟେ ରାଜ୍ୟ ବାହାରୁ ଆସୁଥିବା ଆମ୍ବରେ ରାସାୟନିକ ପଦାର୍ଥ ବ୍ୟବହାର କରାଯାଉଥିବା ଅଭିଯୋଗ ହେଉଛି। ଏହା ସ୍ୱାସ୍ଥ୍ୟ ପାଇଁ କ୍ଷତିକାରକ ବୋଲି ଡାକ୍ତରମାନେ ଚେତାବନୀ ଦେଇଛନ୍ତି। ଖାଦ୍ୟ ସୁରକ୍ଷା ବିଭାଗ ଏ ଦିଗରେ ଯାଞ୍ଚ କରିବା ଦରକାର। ସ୍ଥାନୀୟ ଆମ୍ବ ଚାଷକୁ ପ୍ରୋତ୍ସାହନ ଦେବା ପାଇଁ ଉଦ୍ୟାନ ବିଭାଗ ପଦକ୍ଷେପ ନେବା ଉଚିତ ବୋଲି ସଚେତନ ନାଗରିକ ମତ ଦେଇଛନ୍ତି। xyxy=(776,1817,922,1949)
tender-table-cell: Creation of Office Infrastructure xyxy=(970,2143,1165,2156)
fair-ad-footer: ପ୍ରତ୍ୟେକ ଦିନ ଦିବା ୧୧ ଘଟିକା ଠାରୁ ରାତ୍ରି ୯ ଘଟିକା ପର୍ଯ୍ୟନ୍ତ xyxy=(966,1632,1444,1666)
fair-ad-guest-name: ଶ୍ରୀଯୁକ୍ତ ବିଷ୍ଣୁ ପ୍ରସାଦ ପଣ୍ଡା, ଭା.ପ୍ର.ସେ. xyxy=(1058,1340,1352,1359)
tender-table-cell: 7 xyxy=(945,2071,971,2084)
tender-table-cell: Construction of CC drain at Teli sahi in. To Anari Mohanty residence through Jambabada Sahi ward no. 25 xyxy=(970,2048,1165,2070)
tender-table-cell: 4,000.00 + 5% VAT xyxy=(1232,2036,1309,2049)
tender-table-cell: 1 xyxy=(945,1947,971,1969)
fair-ad-time-bar: ସମୟ : ସନ୍ଧ୍ୟା ୬ ଘଟିକା ତା.୩୦.୦୫.୨୦୧୩ରିଖ xyxy=(966,1392,1444,1422)
fair-ad-brand-or: ବୟନିକା xyxy=(1144,1536,1266,1580)
tender-table-cell: 4,000.00 + 5% VAT xyxy=(1232,2048,1309,2070)
divider xyxy=(35,2194,1465,2200)
lead-column-4-continued: ସେହିପରି ଏଠାରେ ଏକ ବିଦ୍ୟାଳୟ ପ୍ରତିଷ୍ଠା କରାଯିବା ଦରକାର। ରାସ୍ତା ନିର୍ମାଣ ଓ ବିଦ୍ୟୁତ ସଂଯୋଗ ପାଇଁ ମଧ୍ୟ ଦାବି ହୋଇଛି। ପ୍ରଶାସନ ଶୀଘ୍ର ଏହି ଦିଗରେ ଦୃଷ୍ଟି ଦେବ ବୋଲି ଆଶା। xyxy=(562,723,774,775)
tender-table-cell: 1,600.00 xyxy=(1309,2108,1360,2130)
tender-table-cell: 4,00,000.00 xyxy=(1165,2156,1232,2178)
tender-table-cell: 2,000.00 + 5% VAT xyxy=(1232,2200,1309,2213)
tender-table-cell: Construction of CC road from R.K. temple in. To Sri Santosh Mishra res at Lingaraj nagar xyxy=(970,2156,1165,2178)
tender-table-row xyxy=(945,2096,1458,2109)
mango-photo xyxy=(228,1818,613,2150)
divider xyxy=(404,1072,405,1692)
masthead-city: ରାୟଗଡ଼ା xyxy=(48,102,99,120)
tender-table-cell: Construction of CC road backside of old BSNL Exchange Office at Parabeda xyxy=(970,1991,1165,2013)
lead-column-4: କରାଯାଉନାହିଁ। ତୁରନ୍ତ ଏ ଦିଗରେ ପଦକ୍ଷେପ ନିଆଯିବା ପାଇଁ ଦାବି କରାଯାଇଛି। ଶ୍ରମିକ ସଙ୍ଘ ପକ୍ଷରୁ ମଧ୍ୟ ଏ ନେଇ ଦାବିପତ୍ର ଦିଆଯାଇଛି। ଜିଲ୍ଲାପାଳଙ୍କୁ ଭେଟି ସମସ୍ୟା ସମ୍ପର୍କରେ ଅବଗତ କରାଯିବ ବୋଲି ବସ୍ତିବାସୀ କହିଛନ୍ତି। ଏଥିପାଇଁ ଏକ ସ୍ୱତନ୍ତ୍ର ଯୋଜନା ପ୍ରସ୍ତୁତ କରିବା ଦରକାର ବୋଲି ସଚେତନ ମହଲରେ ମତ ପ୍ରକାଶ ପାଇଛି। ଖାଦାନ ଶ୍ରମିକଙ୍କ ପାଇଁ ବୀମା ସୁବିଧା ଓ ସ୍ୱାସ୍ଥ୍ୟ ଶିବିର ଆୟୋଜନ କରିବା ଆବଶ୍ୟକ। xyxy=(574,347,774,452)
ambulance-badge: 108 xyxy=(1352,375,1394,399)
tender-table-cell: 14 xyxy=(945,2178,971,2200)
tender-table-cell: Construction of CC road at Parabeda from sale tax office road in To ten res xyxy=(970,1947,1165,1969)
tender-table-cell: 2,100.00 xyxy=(1309,2071,1360,2084)
tender-table-cell: Repair and renovation of Health officer room xyxy=(970,2096,1165,2109)
tender-table-cell: 4,000.00 + 5% VAT xyxy=(1232,2156,1309,2178)
fair-ad-inaug-label: ଉଦ୍‌ଘାଟନ କରିବେ xyxy=(1160,1237,1250,1252)
tender-title: TENDER CALL NOTICE xyxy=(1128,1737,1274,1752)
tender-table-cell: Municipality Contractor xyxy=(1360,1969,1458,1991)
mango-headline: ସେମିଳିଗୁଡାରେ ଆନ୍ଧ୍ର ଆମ୍ବର ଚାହିଦା xyxy=(50,1736,777,1794)
section-name: ଧରିତ୍ରୀ xyxy=(1211,33,1299,66)
tender-table-row xyxy=(945,1991,1458,2013)
tender-table-cell: 10,00,000.00 xyxy=(1165,2131,1232,2144)
tender-table-cell: 5,500.00 xyxy=(1309,2036,1360,2049)
tender-list-title: List of Work xyxy=(1177,1923,1225,1932)
tender-table-cell: 5,650.00 xyxy=(1309,2014,1360,2036)
accused-photo-2-caption: ପାଣ୍ଡିବ ମହେଶ। xyxy=(638,1516,704,1527)
abduction-column-1: ରାୟଗଡ଼ା, ୨୯।୫ (ସ୍ୱ.ପ୍ର.)- ରାୟଗଡ଼ା କଲ୍ୟାଣସିଂହପୁର ଥାନା ଅଞ୍ଚଳରୁ ଜଣେ ନାବାଳିକାଙ୍କୁ ଅପହରଣ କରିଥିବା ଅଭିଯୋଗରେ ପୋଲିସ ପି. କ୍ରିଷ୍ଣାମୂର୍ତ୍ତିଙ୍କୁ ଗିରଫ କରିଛି। ନାବାଳିକାର ପରିବାର ଲୋକେ ଥାନାରେ ଏତଲା ଦେବା ପରେ ପୋଲିସ ମାମଲା ରୁଜୁ କରି ତଦନ୍ତ ଆରମ୍ଭ କରିଥିଲା। ବୁଧବାର ତାକୁ କୋର୍ଟ ଚାଲାଣ କରାଯାଇଛି। xyxy=(958,757,1126,862)
fair-ad-chief-name: ଶ୍ରୀମତୀ ସରୋଜିନୀ ହେମ୍ବ୍ରମ, xyxy=(1091,1261,1319,1285)
tender-table-header xyxy=(945,1935,1458,1948)
tender-table-cell: 2,000.00 + 5% VAT xyxy=(1232,1991,1309,2013)
fair-ad-guest-label: ଉଦ୍‌ଘୋଷଣା xyxy=(1176,1319,1234,1333)
